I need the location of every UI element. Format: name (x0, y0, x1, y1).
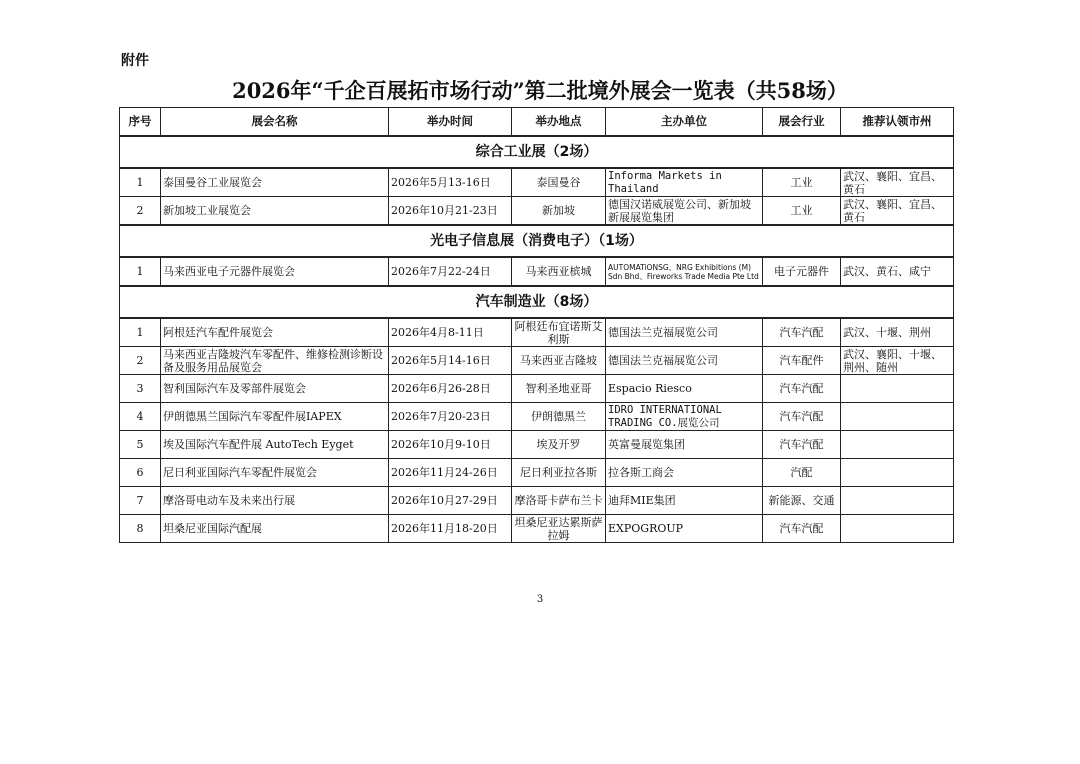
cell-no: 4 (120, 403, 161, 431)
cell-name: 埃及国际汽车配件展 AutoTech Eyget (161, 431, 389, 459)
cell-date: 2026年5月14-16日 (389, 347, 512, 375)
cell-name: 智利国际汽车及零部件展览会 (161, 375, 389, 403)
attachment-label: 附件 (121, 53, 149, 69)
cell-industry: 汽车汽配 (763, 515, 841, 543)
cell-no: 2 (120, 197, 161, 226)
cell-date: 2026年10月27-29日 (389, 487, 512, 515)
table-header-row (120, 108, 954, 137)
section-header-row (120, 286, 954, 318)
cell-no: 7 (120, 487, 161, 515)
table-row (120, 431, 954, 459)
cell-no: 1 (120, 318, 161, 347)
header-date: 举办时间 (389, 108, 512, 137)
cell-organizer: IDRO INTERNATIONAL TRADING CO.展览公司 (606, 403, 763, 431)
table-row (120, 459, 954, 487)
cell-cities (841, 459, 954, 487)
cell-organizer: 德国汉诺威展览公司、新加坡新展展览集团 (606, 197, 763, 226)
cell-no: 6 (120, 459, 161, 487)
cell-cities (841, 487, 954, 515)
header-organizer: 主办单位 (606, 108, 763, 137)
cell-organizer: 拉各斯工商会 (606, 459, 763, 487)
section-title: 汽车制造业（8场） (120, 286, 954, 318)
cell-no: 5 (120, 431, 161, 459)
cell-place: 阿根廷布宜诺斯艾利斯 (512, 318, 606, 347)
cell-place: 马来西亚槟城 (512, 257, 606, 286)
header-place: 举办地点 (512, 108, 606, 137)
section-header-row (120, 136, 954, 168)
cell-industry: 汽车配件 (763, 347, 841, 375)
cell-name: 马来西亚吉隆坡汽车零配件、维修检测诊断设备及服务用品展览会 (161, 347, 389, 375)
cell-place: 坦桑尼亚达累斯萨拉姆 (512, 515, 606, 543)
page-number: 3 (536, 594, 544, 605)
cell-cities: 武汉、十堰、荆州 (841, 318, 954, 347)
cell-industry: 汽车汽配 (763, 318, 841, 347)
cell-cities (841, 431, 954, 459)
section-header-row (120, 225, 954, 257)
cell-date: 2026年11月18-20日 (389, 515, 512, 543)
header-name: 展会名称 (161, 108, 389, 137)
cell-industry: 汽车汽配 (763, 403, 841, 431)
cell-industry: 汽车汽配 (763, 375, 841, 403)
cell-name: 坦桑尼亚国际汽配展 (161, 515, 389, 543)
cell-industry: 电子元器件 (763, 257, 841, 286)
cell-cities: 武汉、襄阳、十堰、荆州、随州 (841, 347, 954, 375)
cell-organizer: 德国法兰克福展览公司 (606, 347, 763, 375)
cell-date: 2026年5月13-16日 (389, 168, 512, 197)
table-body (120, 136, 954, 543)
cell-name: 泰国曼谷工业展览会 (161, 168, 389, 197)
cell-organizer: Espacio Riesco (606, 375, 763, 403)
table-row (120, 318, 954, 347)
cell-industry: 新能源、交通 (763, 487, 841, 515)
cell-cities (841, 375, 954, 403)
cell-organizer: 英富曼展览集团 (606, 431, 763, 459)
table-row (120, 168, 954, 197)
cell-date: 2026年10月21-23日 (389, 197, 512, 226)
cell-organizer: 德国法兰克福展览公司 (606, 318, 763, 347)
cell-place: 埃及开罗 (512, 431, 606, 459)
cell-date: 2026年11月24-26日 (389, 459, 512, 487)
cell-place: 马来西亚吉隆坡 (512, 347, 606, 375)
cell-place: 泰国曼谷 (512, 168, 606, 197)
header-no: 序号 (120, 108, 161, 137)
cell-place: 伊朗德黑兰 (512, 403, 606, 431)
cell-cities: 武汉、襄阳、宜昌、黄石 (841, 168, 954, 197)
cell-cities (841, 515, 954, 543)
table-row (120, 403, 954, 431)
table-row (120, 515, 954, 543)
cell-organizer: AUTOMATiONSG、NRG Exhibitions (M) Sdn Bhd、Fireworks Trade Media Pte Ltd (606, 257, 763, 286)
cell-industry: 汽配 (763, 459, 841, 487)
table-row (120, 375, 954, 403)
cell-organizer: EXPOGROUP (606, 515, 763, 543)
cell-cities: 武汉、黄石、咸宁 (841, 257, 954, 286)
cell-date: 2026年10月9-10日 (389, 431, 512, 459)
section-title: 综合工业展（2场） (120, 136, 954, 168)
cell-cities: 武汉、襄阳、宜昌、黄石 (841, 197, 954, 226)
cell-name: 尼日利亚国际汽车零配件展览会 (161, 459, 389, 487)
cell-no: 8 (120, 515, 161, 543)
header-industry: 展会行业 (763, 108, 841, 137)
cell-date: 2026年4月8-11日 (389, 318, 512, 347)
cell-name: 新加坡工业展览会 (161, 197, 389, 226)
table-row (120, 257, 954, 286)
cell-date: 2026年7月22-24日 (389, 257, 512, 286)
cell-industry: 工业 (763, 168, 841, 197)
cell-place: 新加坡 (512, 197, 606, 226)
cell-no: 1 (120, 168, 161, 197)
cell-industry: 工业 (763, 197, 841, 226)
cell-date: 2026年7月20-23日 (389, 403, 512, 431)
cell-cities (841, 403, 954, 431)
cell-name: 阿根廷汽车配件展览会 (161, 318, 389, 347)
cell-date: 2026年6月26-28日 (389, 375, 512, 403)
cell-name: 摩洛哥电动车及未来出行展 (161, 487, 389, 515)
table-row (120, 487, 954, 515)
cell-organizer: Informa Markets in Thailand (606, 168, 763, 197)
exhibition-table (119, 107, 954, 543)
table-row (120, 197, 954, 226)
cell-no: 2 (120, 347, 161, 375)
cell-name: 伊朗德黑兰国际汽车零配件展IAPEX (161, 403, 389, 431)
document-title: 2026年“千企百展拓市场行动”第二批境外展会一览表（共58场） (232, 78, 848, 103)
cell-no: 3 (120, 375, 161, 403)
cell-name: 马来西亚电子元器件展览会 (161, 257, 389, 286)
section-title: 光电子信息展（消费电子）（1场） (120, 225, 954, 257)
cell-organizer: 迪拜MIE集团 (606, 487, 763, 515)
cell-place: 摩洛哥卡萨布兰卡 (512, 487, 606, 515)
table-row (120, 347, 954, 375)
cell-place: 尼日利亚拉各斯 (512, 459, 606, 487)
cell-place: 智利圣地亚哥 (512, 375, 606, 403)
cell-no: 1 (120, 257, 161, 286)
header-cities: 推荐认领市州 (841, 108, 954, 137)
cell-industry: 汽车汽配 (763, 431, 841, 459)
